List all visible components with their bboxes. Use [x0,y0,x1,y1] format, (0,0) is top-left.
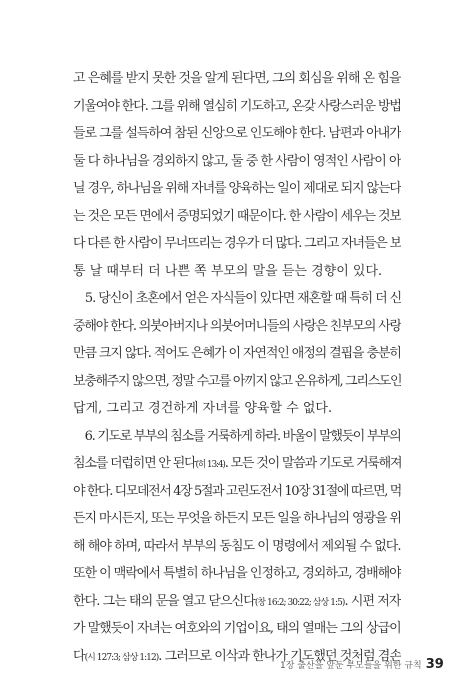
running-footer-title: 1장 출산을 앞둔 부모들을 위한 규칙 [280,661,422,671]
text-line [73,395,401,423]
text-line [73,340,401,368]
line-text: 6. 기도로 부부의 침소를 거룩하게 하라. 바울이 말했듯이 부부의 [73,428,401,444]
text-line [73,258,401,286]
text-line [73,505,401,533]
line-text: 는 것은 모든 면에서 증명되었기 때문이다. 한 사람이 세우는 것보 [73,208,401,224]
text-line [73,175,401,203]
text-line [73,588,401,616]
line-text: 보충해주지 않으면, 정말 수고를 아끼지 않고 온유하게, 그리스도인 [73,373,401,389]
text-line [73,203,401,231]
text-line [73,230,401,258]
line-text: 들로 그를 설득하여 참된 신앙으로 인도해야 한다. 남편과 아내가 [73,126,401,141]
line-text: 다 다른 한 사람이 무너뜨리는 경우가 더 많다. 그리고 자녀들은 보 [73,236,401,251]
line-text: 다 [73,648,85,664]
line-text: 만큼 크지 않다. 적어도 은혜가 이 자연적인 애정의 결핍을 충분히 [73,346,401,361]
text-line [73,450,401,478]
text-line [73,313,401,341]
line-text: 야 한다. 디모데전서 4장 5절과 고린도전서 10장 31절에 따르면, 먹 [73,483,401,499]
line-text: 든지 마시든지, 또는 무엇을 하든지 모든 일을 하나님의 영광을 위 [73,511,401,526]
text-line [73,120,401,148]
text-line [73,423,401,451]
text-line [73,615,401,643]
line-text-continued: . 시편 저자 [344,593,401,609]
page-footer [280,654,444,672]
page-number: 39 [425,657,444,672]
line-text: 고 은혜를 받지 못한 것을 알게 된다면, 그의 회심을 위해 온 힘을 [73,71,401,86]
text-line [73,65,401,93]
text-line [73,368,401,396]
text-line [73,93,401,121]
line-text: 중해야 한다. 의붓아버지나 의붓어머니들의 사랑은 친부모의 사랑 [73,318,401,334]
scripture-reference: (시 127:3; 삼상 1:12) [84,652,159,663]
text-line [73,148,401,176]
line-text: 가 말했듯이 자녀는 여호와의 기업이요, 태의 열매는 그의 상급이 [73,621,401,636]
scripture-reference: (히 13:4) [195,460,225,470]
line-text: 답게, 그리고 경건하게 자녀를 양육할 수 없다. [73,401,333,416]
line-text: 또한 이 맥락에서 특별히 하나님을 인정하고, 경외하고, 경배해야 [73,566,401,581]
line-text: 5. 당신이 초혼에서 얻은 자식들이 있다면 재혼할 때 특히 더 신 [73,291,401,306]
line-text: 기울여야 한다. 그를 위해 열심히 기도하고, 온갖 사랑스러운 방법 [73,98,401,114]
text-line [73,478,401,506]
body-text [73,65,401,670]
line-text: 해 해야 하며, 따라서 부부의 동침도 이 명령에서 제외될 수 없다. [73,538,401,554]
line-text: 침소를 더럽히면 안 된다 [73,456,196,471]
text-line [73,533,401,561]
line-text: 닐 경우, 하나님을 위해 자녀를 양육하는 일이 제대로 되지 않는다 [73,181,401,196]
text-line [73,285,401,313]
line-text: 한다. 그는 태의 문을 열고 닫으신다 [73,593,255,609]
text-line [73,560,401,588]
scripture-reference: (창 16:2; 30:22; 삼상 1:5) [254,597,345,608]
line-text-continued: . 모든 것이 말씀과 기도로 거룩해져 [224,456,401,471]
line-text-continued: . 그러므로 이삭과 한나가 기도했던 것처럼 겸손 [158,648,401,664]
line-text: 둘 다 하나님을 경외하지 않고, 둘 중 한 사람이 영적인 사람이 아 [73,153,401,169]
line-text: 통 날 때부터 더 나쁜 쪽 부모의 말을 듣는 경향이 있다. [73,263,383,279]
